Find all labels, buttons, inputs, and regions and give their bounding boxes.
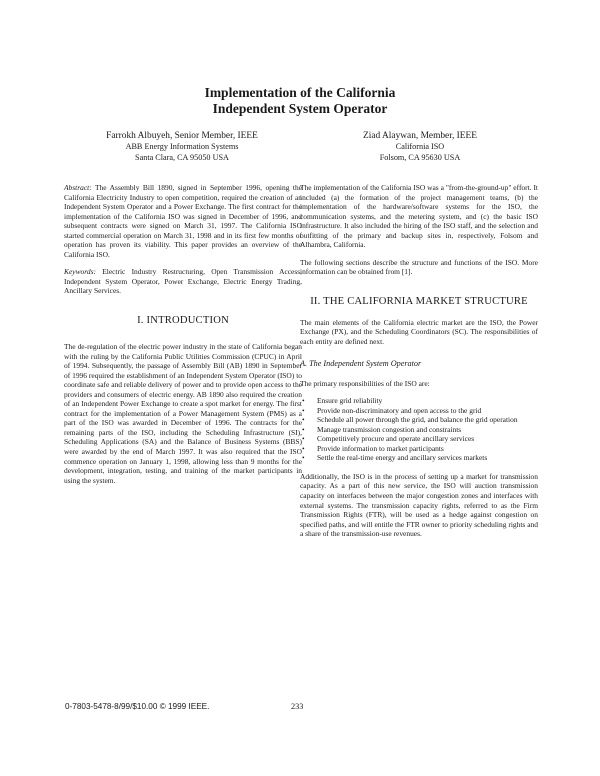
- page-number: 233: [291, 702, 304, 711]
- keywords-text: Electric Industry Restructuring, Open Transmission Access, Independent System Operator, Power Exchange, Electric Energy Trading, Ancillary Services.: [64, 267, 302, 296]
- author-location: Santa Clara, CA 95050 USA: [135, 152, 229, 162]
- abstract-paragraph: [64, 183, 302, 259]
- list-item: • Competitively procure and operate ancillary services: [300, 434, 538, 444]
- section-heading-introduction: I. INTRODUCTION: [137, 315, 229, 327]
- introduction-paragraph: The de-regulation of the electric power industry in the state of California began with the ruling by the California Public Utilities Commission (CPUC) in April of 1994. Subsequently, the passage of Assembly Bill (AB) 1890 in September of 1996 required the establishment of an Independent System Operator (ISO) to coordinate safe and reliable delivery of power and to provide open access to the providers and consumers of electric energy. AB 1890 also required the creation of an Independent Power Exchange to create a spot market for energy. The first contract for the implementation of a Power Management System (PMS) as a part of the ISO was awarded in December of 1996. The contracts for the remaining parts of the ISO, including the Scheduling Infrastructure (SI), Scheduling Applications (SA) and the Balance of Business Systems (BBS) were awarded by the end of March 1997. It was also required that the ISO commence operation on January 1, 1998, allowing less than 9 months for the development, integration, testing, and training of the market participants in using the system.: [64, 342, 302, 485]
- abstract-label: Abstract:: [64, 183, 92, 192]
- author-name: Ziad Alaywan, Member, IEEE: [363, 131, 477, 141]
- paper-title-line-1: Implementation of the California: [204, 85, 396, 100]
- additional-paragraph: Additionally, the ISO is in the process of setting up a market for transmission capacity. As a part of this new service, the ISO will auction transmission capacity on interfaces between the major congestion zones and interfaces with external systems. The transmission capacity rights, referred to as the Firm Transmission Rights (FTR), will be used as a hedge against congestion on specified paths, and will entitle the FTR owner to priority scheduling rights and a share of the transmission-use revenues.: [300, 471, 538, 539]
- copyright-footer: 0-7803-5478-8/99/$10.00 © 1999 IEEE.: [65, 702, 210, 711]
- list-item: • Settle the real-time energy and ancillary services markets: [300, 453, 538, 463]
- left-column: [64, 183, 302, 485]
- implementation-paragraph: The implementation of the California ISO was a "from-the-ground-up" effort. It included (a) the formation of the project management teams, (b) the implementation of the hardware/software systems for the ISO, the communication systems, and the metering system, and (c) the basic ISO infrastructure. It also included the hiring of the ISO staff, and the selection and outfitting of the primary and backup sites in, respectively, Folsom and Alhambra, California.: [300, 183, 538, 250]
- iso-responsibilities-list: [300, 396, 538, 463]
- paper-title-line-2: Independent System Operator: [212, 101, 388, 116]
- list-item: • Provide non-discriminatory and open access to the grid: [300, 406, 538, 416]
- market-paragraph: The main elements of the California electric market are the ISO, the Power Exchange (PX), and the Scheduling Coordinators (SC). The responsibilities of each entity are defined next.: [300, 317, 538, 347]
- keywords-label: Keywords:: [64, 267, 96, 277]
- section-heading-market-structure: II. THE CALIFORNIA MARKET STRUCTURE: [310, 295, 528, 307]
- author-location: Folsom, CA 95630 USA: [379, 152, 461, 162]
- author-affiliation: California ISO: [395, 142, 445, 151]
- list-item: • Schedule all power through the grid, and balance the grid operation: [300, 415, 538, 425]
- list-item: • Manage transmission congestion and constraints: [300, 425, 538, 435]
- abstract-text: The Assembly Bill 1890, signed in September 1996, opening the California Electricity Industry to open competition, required the creation of an Independent System Operator and a Power Exchange. The first contract for the implementation of the California ISO was signed in December of 1996, and subsequent contracts were signed on March 31, 1997. The California ISO started commercial operation on March 31, 1998 and in its first few months of operation has proven its viability. This paper provides an overview of the California ISO.: [64, 183, 302, 259]
- keywords-paragraph: [64, 267, 302, 296]
- list-item: • Provide information to market participants: [300, 444, 538, 454]
- list-item: • Ensure grid reliability: [300, 396, 538, 406]
- author-block-1: [62, 130, 302, 163]
- author-affiliation: ABB Energy Information Systems: [125, 142, 239, 151]
- following-sections-paragraph: The following sections describe the structure and functions of the ISO. More information can be obtained from [1].: [300, 257, 538, 277]
- author-name: Farrokh Albuyeh, Senior Member, IEEE: [106, 131, 258, 141]
- right-column: [300, 183, 538, 539]
- subsection-heading-iso: A. The Independent System Operator: [300, 358, 422, 368]
- author-block-2: [300, 130, 540, 163]
- iso-intro-text: The primary responsibilities of the ISO are:: [300, 378, 430, 388]
